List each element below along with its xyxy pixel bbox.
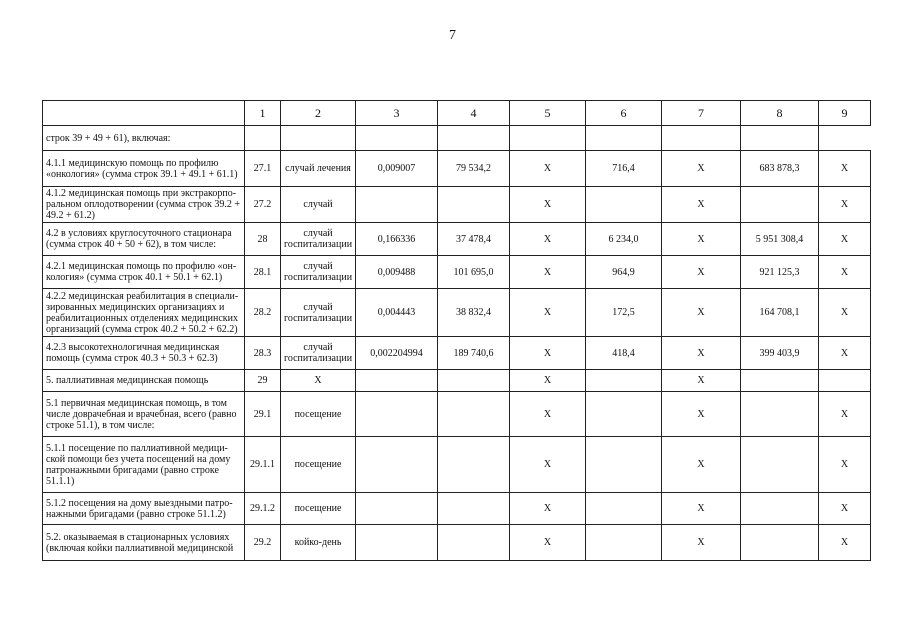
header-cell-8: 8 [741,101,819,126]
cell-col7: Х [662,370,741,392]
cell-col9: Х [819,289,871,337]
cell-col7: Х [662,151,741,187]
cell-code: 29.2 [245,525,281,561]
cell-col7: Х [662,392,741,437]
cell-col9: Х [819,187,871,223]
cell-name: 4.1.2 медицинская помощь при экстракорпо-ральном оплодотворении (сумма строк 39.2 + 49.2 + 61.2) [43,187,245,223]
data-table [42,100,871,561]
cell-code: 29 [245,370,281,392]
cell-name: 4.1.1 медицинскую помощь по профилю «онкология» (сумма строк 39.1 + 49.1 + 61.1) [43,151,245,187]
header-cell-9: 9 [819,101,871,126]
cell-col5: Х [510,370,586,392]
cell-name: строк 39 + 49 + 61), включая: [43,126,245,151]
cell-col8 [741,126,819,151]
table-row [43,493,871,525]
cell-name: 4.2 в условиях круглосуточного стационара (сумма строк 40 + 50 + 62), в том числе: [43,223,245,256]
cell-col7 [662,126,741,151]
header-cell-4: 4 [438,101,510,126]
cell-col9: Х [819,337,871,370]
cell-name: 5. паллиативная медицинская помощь [43,370,245,392]
cell-col6 [586,370,662,392]
cell-code: 28.3 [245,337,281,370]
cell-col5: Х [510,493,586,525]
cell-col5: Х [510,289,586,337]
cell-unit: Х [281,370,356,392]
cell-col6 [586,187,662,223]
cell-rate [356,437,438,493]
cell-unit: койко-день [281,525,356,561]
cell-unit: посещение [281,392,356,437]
cell-col6 [586,126,662,151]
header-cell-5: 5 [510,101,586,126]
cell-col6: 418,4 [586,337,662,370]
cell-code: 29.1.2 [245,493,281,525]
cell-norm: 38 832,4 [438,289,510,337]
cell-name: 5.2. оказываемая в стационарных условиях (включая койки паллиативной медицинской [43,525,245,561]
cell-col8: 399 403,9 [741,337,819,370]
cell-col9: Х [819,223,871,256]
cell-col7: Х [662,289,741,337]
cell-col9: Х [819,256,871,289]
table-row [43,187,871,223]
cell-unit: случай лечения [281,151,356,187]
cell-rate: 0,009488 [356,256,438,289]
cell-col8 [741,392,819,437]
table-row [43,370,871,392]
cell-code: 28 [245,223,281,256]
table-row [43,256,871,289]
cell-col6 [586,392,662,437]
cell-col6 [586,437,662,493]
cell-col5: Х [510,337,586,370]
cell-col8: 921 125,3 [741,256,819,289]
cell-col9: Х [819,525,871,561]
cell-col5 [510,126,586,151]
cell-rate [356,126,438,151]
cell-name: 5.1.2 посещения на дому выездными патро-нажными бригадами (равно строке 51.1.2) [43,493,245,525]
cell-rate [356,493,438,525]
cell-norm [438,493,510,525]
cell-rate: 0,166336 [356,223,438,256]
cell-rate: 0,004443 [356,289,438,337]
cell-col8 [741,493,819,525]
cell-col5: Х [510,392,586,437]
header-cell-1: 1 [245,101,281,126]
cell-col6: 964,9 [586,256,662,289]
cell-rate [356,187,438,223]
cell-col7: Х [662,493,741,525]
cell-col8 [741,525,819,561]
cell-rate: 0,009007 [356,151,438,187]
cell-col8: 5 951 308,4 [741,223,819,256]
header-cell-blank [43,101,245,126]
cell-col6: 172,5 [586,289,662,337]
cell-norm [438,126,510,151]
cell-name: 5.1 первичная медицинская помощь, в том числе доврачебная и врачебная, всего (равно строке 51.1), в том числе: [43,392,245,437]
cell-unit: посещение [281,437,356,493]
cell-col5: Х [510,437,586,493]
cell-rate [356,392,438,437]
page-number: 7 [449,28,456,43]
cell-col8 [741,437,819,493]
cell-code: 27.2 [245,187,281,223]
cell-unit: случай госпитализации [281,337,356,370]
cell-unit [281,126,356,151]
cell-col5: Х [510,151,586,187]
cell-unit: случай [281,187,356,223]
cell-col7: Х [662,187,741,223]
cell-unit: случай госпитализации [281,223,356,256]
cell-col5: Х [510,256,586,289]
cell-name: 4.2.2 медицинская реабилитация в специали-зированных медицинских организациях и реабилитационных отделениях медицинских организаций (сумма строк 40.2 + 50.2 + 62.2) [43,289,245,337]
header-cell-7: 7 [662,101,741,126]
header-cell-3: 3 [356,101,438,126]
cell-col9 [819,370,871,392]
cell-norm: 101 695,0 [438,256,510,289]
cell-unit: случай госпитализации [281,289,356,337]
cell-col7: Х [662,223,741,256]
cell-rate [356,370,438,392]
cell-col8: 683 878,3 [741,151,819,187]
cell-norm: 189 740,6 [438,337,510,370]
cell-col9: Х [819,392,871,437]
cell-col8 [741,187,819,223]
cell-rate [356,525,438,561]
cell-rate: 0,002204994 [356,337,438,370]
cell-col9: Х [819,493,871,525]
cell-norm: 79 534,2 [438,151,510,187]
cell-col7: Х [662,337,741,370]
cell-col9: Х [819,437,871,493]
cell-code: 29.1.1 [245,437,281,493]
cell-norm [438,437,510,493]
cell-code: 28.2 [245,289,281,337]
cell-col5: Х [510,525,586,561]
cell-col7: Х [662,256,741,289]
cell-code [245,126,281,151]
cell-col6 [586,525,662,561]
cell-name: 4.2.1 медицинская помощь по профилю «он-кология» (сумма строк 40.1 + 50.1 + 62.1) [43,256,245,289]
table-row [43,525,871,561]
cell-unit: посещение [281,493,356,525]
cell-name: 4.2.3 высокотехнологичная медицинская помощь (сумма строк 40.3 + 50.3 + 62.3) [43,337,245,370]
cell-col6: 6 234,0 [586,223,662,256]
cell-norm [438,370,510,392]
cell-code: 29.1 [245,392,281,437]
table-row [43,223,871,256]
cell-col6: 716,4 [586,151,662,187]
cell-col5: Х [510,187,586,223]
cell-col5: Х [510,223,586,256]
cell-code: 28.1 [245,256,281,289]
cell-col8 [741,370,819,392]
table-row [43,337,871,370]
cell-code: 27.1 [245,151,281,187]
table-row [43,392,871,437]
cell-col9: Х [819,151,871,187]
header-cell-2: 2 [281,101,356,126]
table-header-row [43,101,871,126]
table-row [43,151,871,187]
cell-col7: Х [662,525,741,561]
cell-norm: 37 478,4 [438,223,510,256]
table-row [43,126,871,151]
cell-col7: Х [662,437,741,493]
cell-norm [438,525,510,561]
table-row [43,437,871,493]
cell-unit: случай госпитализации [281,256,356,289]
header-cell-6: 6 [586,101,662,126]
cell-norm [438,392,510,437]
cell-name: 5.1.1 посещение по паллиативной медици-ской помощи без учета посещений на дому патронажными бригадами (равно строке 51.1.1) [43,437,245,493]
table-row [43,289,871,337]
cell-col8: 164 708,1 [741,289,819,337]
cell-col6 [586,493,662,525]
cell-norm [438,187,510,223]
